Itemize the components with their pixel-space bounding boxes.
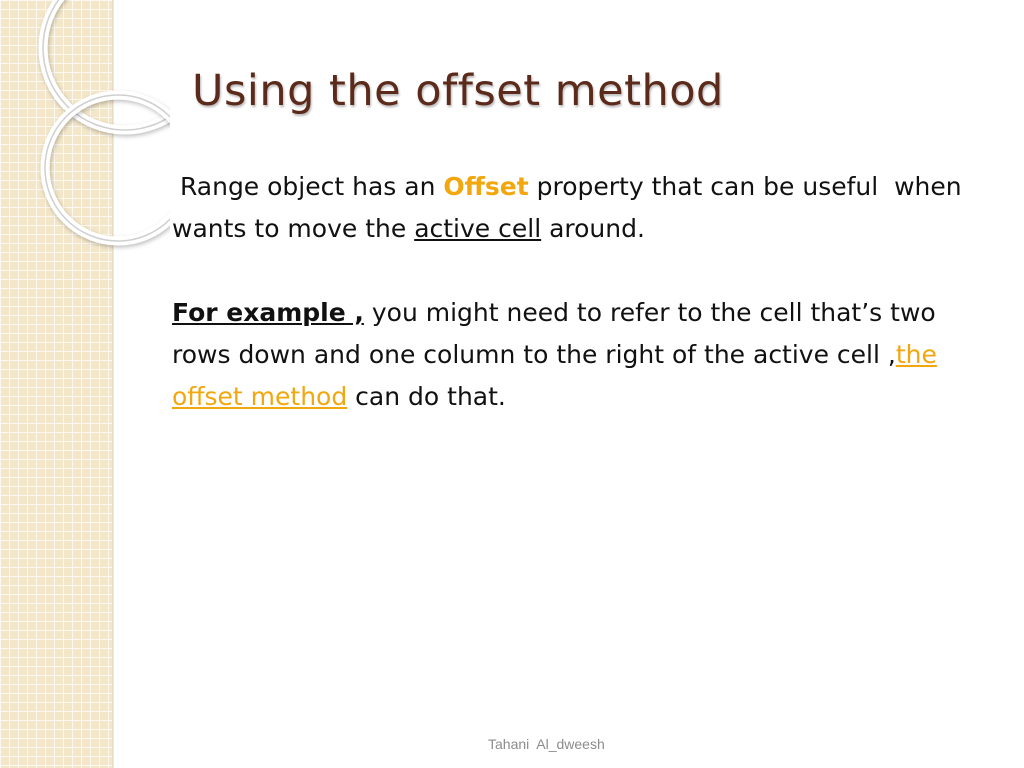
- ring-large: [43, 0, 170, 130]
- offset-keyword: Offset: [443, 172, 529, 201]
- p2-suffix: can do that.: [347, 382, 506, 411]
- ring-small: [45, 95, 170, 241]
- active-cell-term: active cell: [414, 214, 542, 243]
- p1-prefix: Range object has an: [172, 172, 444, 201]
- paragraph-range-object: [172, 166, 982, 250]
- decorative-rings-graphic: [0, 0, 170, 260]
- p1-suffix: around.: [541, 214, 645, 243]
- slide-body: [172, 166, 982, 418]
- footer-author: Tahani Al_dweesh: [488, 736, 605, 752]
- slide-title: Using the offset method: [192, 66, 724, 116]
- p2-middle: you might need to refer to the cell that’s two rows down and one column to the right of the active cell ,: [172, 298, 936, 369]
- ring-large-outline: [43, 0, 170, 130]
- for-example-label: For example ,: [172, 298, 364, 327]
- paragraph-example: [172, 292, 982, 418]
- offset-method-link[interactable]: the offset method: [172, 340, 937, 411]
- p1-middle: property that can be useful when wants to move the: [172, 172, 970, 243]
